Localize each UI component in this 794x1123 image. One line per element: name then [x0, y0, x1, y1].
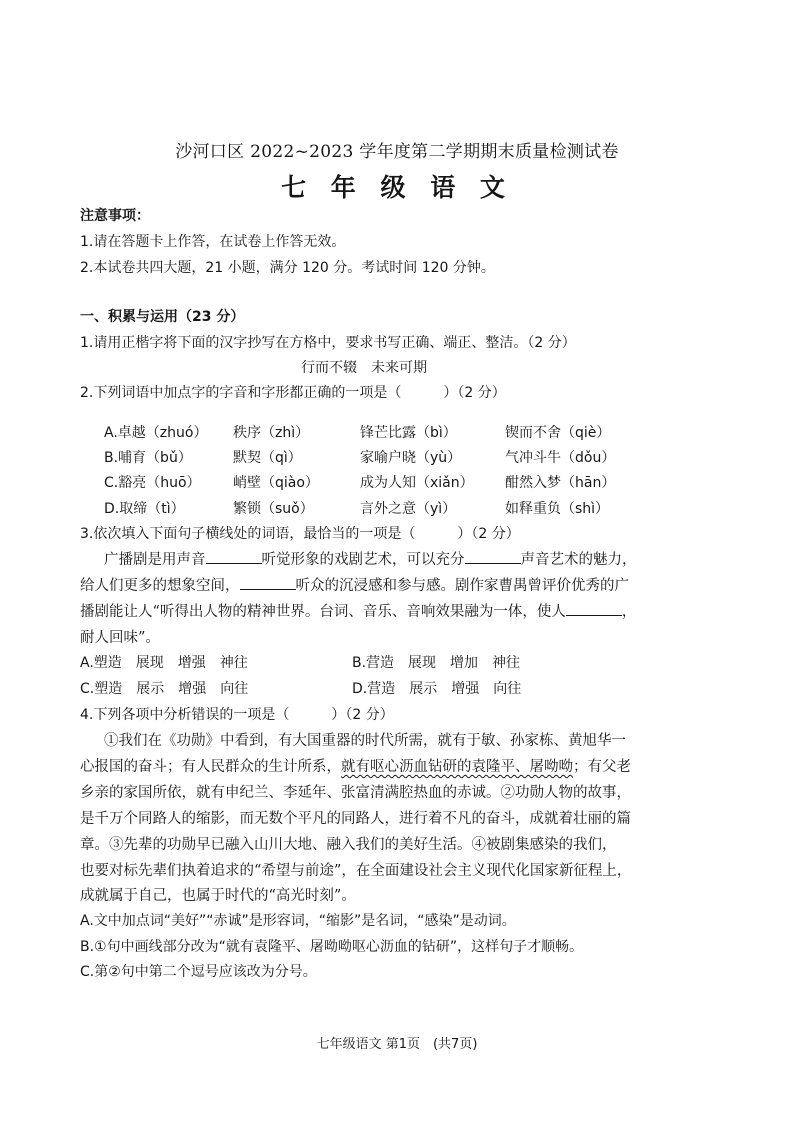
q4-passage-line-5: 章。③先辈的功勋早已融入山川大地、融入我们的美好生活。④被剧集感染的我们， [80, 837, 617, 853]
q2-option-c-4: 酣然入梦（hān） [505, 475, 616, 491]
q3-passage-line-4: 耐人回味”。 [80, 630, 160, 646]
q2-option-b-2: 默契（qì） [233, 450, 302, 466]
q2-option-a-2: 秩序（zhì） [233, 425, 310, 441]
q3-passage-line-3: 播剧能让人“听得出人物的精神世界。台词、音乐、音响效果融为一体，使人 ， [80, 600, 636, 621]
q2-option-d-3: 言外之意（yì） [360, 501, 457, 517]
q3-passage-line-2: 给人们更多的想象空间， 听众的沉浸感和参与感。剧作家曹禺曾评价优秀的广 [80, 574, 629, 595]
q4-option-a: A.文中加点词“美好”“赤诚”是形容词，“缩影”是名词，“感染”是动词。 [80, 913, 516, 929]
q3-option-c: C.塑造 展示 增强 向往 [80, 681, 249, 697]
question-3-stem: 3.依次填入下面句子横线处的词语，最恰当的一项是（ ）（2 分） [80, 526, 520, 542]
notice-item-1: 1.请在答题卡上作答，在试卷上作答无效。 [80, 234, 346, 250]
section-heading: 一、积累与运用（23 分） [80, 309, 245, 325]
q2-option-b-3: 家喻户晓（yù） [360, 450, 462, 466]
question-4-stem: 4.下列各项中分析错误的一项是（ ）（2 分） [80, 707, 394, 723]
q3-passage-line-1: 广播剧是用声音 听觉形象的戏剧艺术，可以充分 声音艺术的魅力， [104, 548, 637, 569]
page-footer: 七年级语文 第1页 (共7页) [316, 1037, 478, 1052]
q4-passage-line-1: ①我们在《功勋》中看到，有大国重器的时代所需，就有于敏、孙家栋、黄旭华一 [104, 733, 626, 749]
q4-option-c: C.第②句中第二个逗号应该改为分号。 [80, 964, 317, 980]
q4-passage-line-4: 是千万个同路人的缩影，而无数个平凡的同路人，进行着不凡的奋斗，成就着壮丽的篇 [80, 811, 631, 827]
answer-blank [206, 549, 262, 564]
question-1-stem: 1.请用正楷字将下面的汉字抄写在方格中，要求书写正确、端正、整洁。（2 分） [80, 335, 576, 351]
q4-passage-line-6: 也要对标先辈们执着追求的“希望与前途”，在全面建设社会主义现代化国家新征程上， [80, 863, 632, 879]
answer-blank [240, 575, 296, 590]
q2-option-d-2: 繁锁（suǒ） [233, 501, 314, 517]
underlined-phrase: 就有呕心沥血钻研的袁隆平、屠呦呦 [341, 759, 573, 775]
q3-option-b: B.营造 展现 增加 神往 [352, 655, 521, 671]
q4-passage-line-7: 成就属于自己，也属于时代的“高光时刻”。 [80, 888, 356, 904]
answer-blank [566, 601, 622, 616]
q2-option-d-4: 如释重负（shì） [505, 501, 610, 517]
subject-title: 七 年 级 语 文 [281, 173, 513, 202]
question-1-phrase: 行而不辍 未来可期 [301, 360, 427, 376]
q2-option-c-1: C.豁亮（huō） [104, 475, 201, 491]
question-2-stem: 2.下列词语中加点字的字音和字形都正确的一项是（ ）（2 分） [80, 385, 506, 401]
answer-blank [465, 549, 521, 564]
notice-heading: 注意事项： [80, 208, 150, 224]
q2-option-c-3: 成为人知（xiǎn） [360, 475, 474, 491]
q4-passage-line-2: 心报国的奋斗；有人民群众的生计所系，就有呕心沥血钻研的袁隆平、屠呦呦；有父老 [80, 759, 631, 775]
notice-item-2: 2.本试卷共四大题，21 小题，满分 120 分。考试时间 120 分钟。 [80, 260, 495, 276]
q2-option-c-2: 峭壁（qiào） [233, 475, 319, 491]
q2-option-d-1: D.取缔（tì） [104, 501, 185, 517]
q2-option-a-3: 锋芒比露（bì） [360, 425, 457, 441]
q2-option-b-1: B.哺育（bǔ） [104, 450, 192, 466]
q4-passage-line-3: 乡亲的家国所依，就有申纪兰、李延年、张富清满腔热血的赤诚。②功勋人物的故事， [80, 785, 631, 801]
q4-option-b: B.①句中画线部分改为“就有袁隆平、屠呦呦呕心沥血的钻研”，这样句子才顺畅。 [80, 939, 584, 955]
q3-option-d: D.营造 展示 增强 向往 [352, 681, 522, 697]
q3-option-a: A.塑造 展现 增强 神往 [80, 655, 248, 671]
q2-option-a-4: 锲而不舍（qiè） [505, 425, 611, 441]
q2-option-b-4: 气冲斗牛（dǒu） [505, 450, 616, 466]
q2-option-a-1: A.卓越（zhuó） [104, 425, 208, 441]
exam-title: 沙河口区 2022~2023 学年度第二学期期末质量检测试卷 [175, 142, 619, 162]
